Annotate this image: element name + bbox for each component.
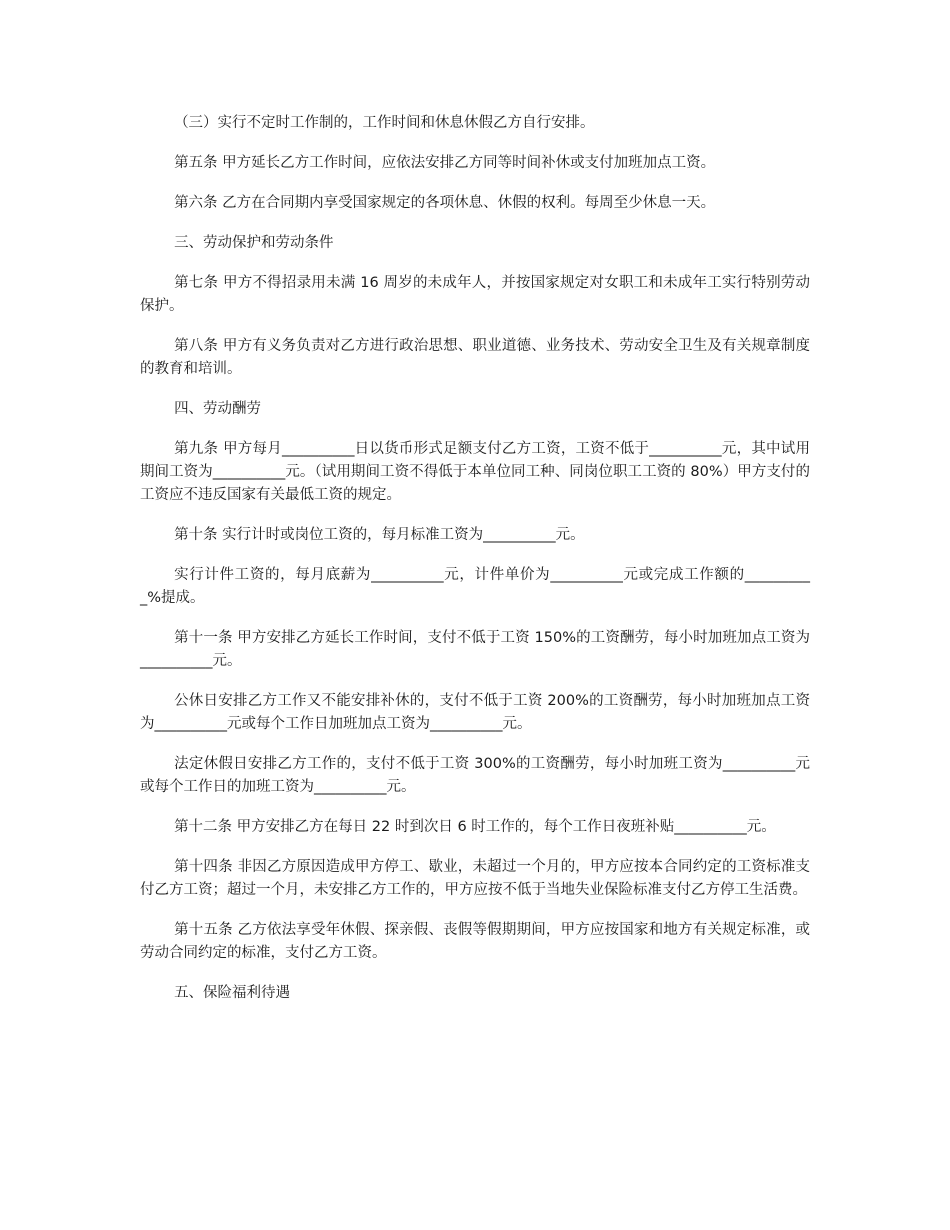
paragraph-holiday-overtime: 法定休假日安排乙方工作的，支付不低于工资 300%的工资酬劳，每小时加班工资为__________元或每个工作日的加班工资为__________元。 [140,756,810,795]
paragraph-article-10: 第十条 实行计时或岗位工资的，每月标准工资为__________元。 [174,527,585,543]
paragraph-article-9: 第九条 甲方每月__________日以货币形式足额支付乙方工资，工资不低于__________元，其中试用期间工资为__________元。（试用期间工资不得低于本单位同工种、同岗位职工工资的 80%）甲方支付的工资应不违反国家有关最低工资的规定。 [140,441,810,503]
paragraph-article-7: 第七条 甲方不得招录用未满 16 周岁的未成年人，并按国家规定对女职工和未成年工实行特别劳动保护。 [140,275,810,314]
paragraph-piecework-wage: 实行计件工资的，每月底薪为__________元，计件单价为__________元或完成工作额的__________%提成。 [140,567,810,606]
section-heading-insurance-welfare: 五、保险福利待遇 [174,985,291,1001]
paragraph-article-14: 第十四条 非因乙方原因造成甲方停工、歇业，未超过一个月的，甲方应按本合同约定的工资标准支付乙方工资；超过一个月，未安排乙方工作的，甲方应按不低于当地失业保险标准支付乙方停工生活费。 [140,859,810,898]
paragraph-article-5: 第五条 甲方延长乙方工作时间，应依法安排乙方同等时间补休或支付加班加点工资。 [174,155,716,171]
paragraph-clause-3-3: （三）实行不定时工作制的，工作时间和休息休假乙方自行安排。 [174,115,595,131]
paragraph-rest-day-overtime: 公休日安排乙方工作又不能安排补休的，支付不低于工资 200%的工资酬劳，每小时加班加点工资为__________元或每个工作日加班加点工资为__________元。 [140,693,810,732]
section-heading-labor-protection: 三、劳动保护和劳动条件 [174,235,334,251]
section-heading-labor-remuneration: 四、劳动酬劳 [174,401,262,417]
paragraph-article-6: 第六条 乙方在合同期内享受国家规定的各项休息、休假的权利。每周至少休息一天。 [174,195,716,211]
paragraph-article-11: 第十一条 甲方安排乙方延长工作时间，支付不低于工资 150%的工资酬劳，每小时加班加点工资为__________元。 [140,630,810,669]
paragraph-article-8: 第八条 甲方有义务负责对乙方进行政治思想、职业道德、业务技术、劳动安全卫生及有关规章制度的教育和培训。 [140,338,810,377]
paragraph-article-12: 第十二条 甲方安排乙方在每日 22 时到次日 6 时工作的，每个工作日夜班补贴__________元。 [174,819,776,835]
document-body [140,112,810,1022]
paragraph-article-15: 第十五条 乙方依法享受年休假、探亲假、丧假等假期期间，甲方应按国家和地方有关规定标准，或劳动合同约定的标准，支付乙方工资。 [140,922,810,961]
